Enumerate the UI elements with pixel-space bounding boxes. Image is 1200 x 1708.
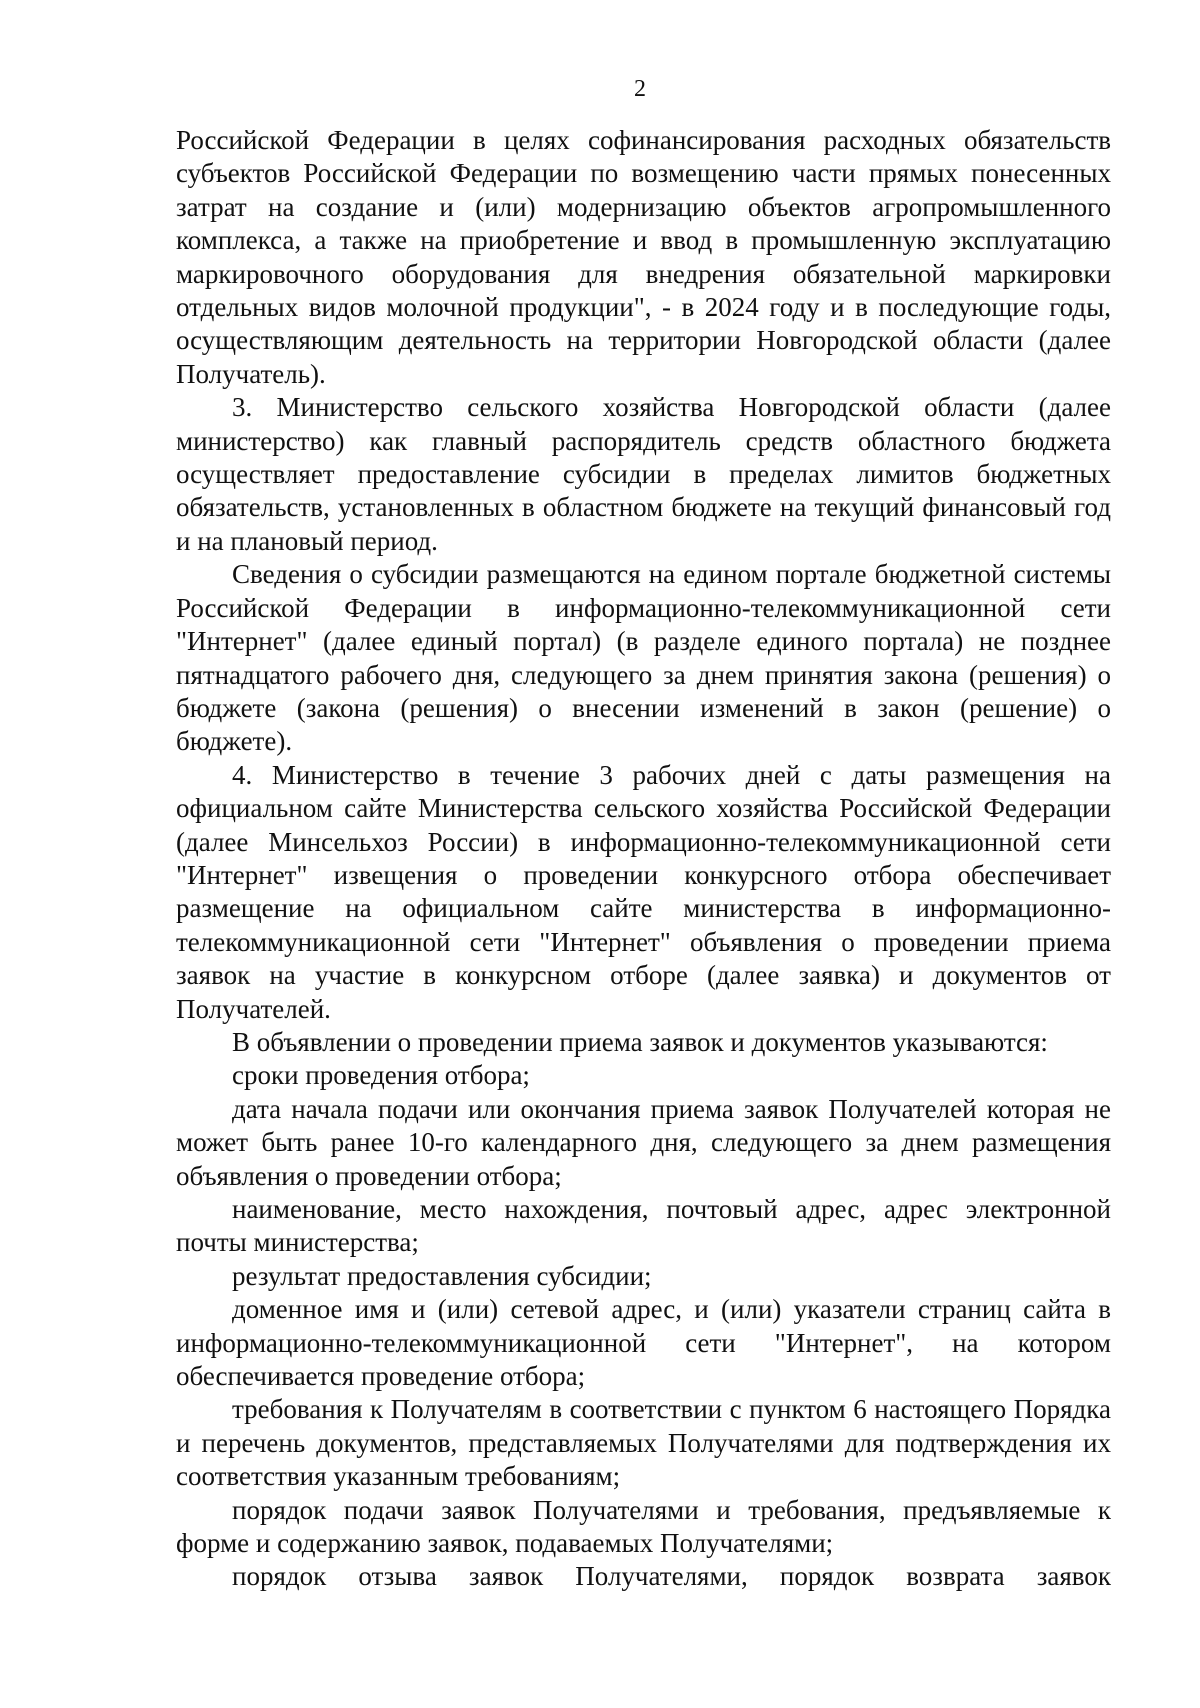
paragraph-announcement-contents: В объявлении о проведении приема заявок и документов указываются: <box>232 1026 1048 1057</box>
list-item-subsidy-result: результат предоставления субсидии; <box>232 1260 652 1291</box>
paragraph-recipients-definition: Российской Федерации в целях софинансирования расходных обязательств субъектов Российской Федерации по возмещению части прямых понесенных затрат на создание и (или) модернизацию объектов агропромышленного комплекса, а также на приобретение и ввод в промышленную эксплуатацию маркировочного оборудования для внедрения обязательной маркировки отдельных видов молочной продукции", - в 2024 году и в последующие годы, осуществляющим деятельность на территории Новгородской области (далее Получатель). <box>176 125 1111 389</box>
list-item-recipient-requirements: требования к Получателям в соответствии с пунктом 6 настоящего Порядка и перечень документов, представляемых Получателями для подтверждения их соответствия указанным требованиям; <box>176 1394 1111 1492</box>
list-item-domain-name: доменное имя и (или) сетевой адрес, и (или) указатели страниц сайта в информационно-телекоммуникационной сети "Интернет", на котором обеспечивается проведение отбора; <box>176 1294 1111 1392</box>
paragraph-item-3-ministry: 3. Министерство сельского хозяйства Новгородской области (далее министерство) как главный распорядитель средств областного бюджета осуществляет предоставление субсидии в пределах лимитов бюджетных обязательств, установленных в областном бюджете на текущий финансовый год и на плановый период. <box>176 392 1111 556</box>
list-item-application-dates: дата начала подачи или окончания приема заявок Получателей которая не может быть ранее 10-го календарного дня, следующего за днем размещения объявления о проведении отбора; <box>176 1093 1111 1191</box>
list-item-selection-dates: сроки проведения отбора; <box>232 1060 530 1091</box>
paragraph-item-4-announcement: 4. Министерство в течение 3 рабочих дней с даты размещения на официальном сайте Министерства сельского хозяйства Российской Федерации (далее Минсельхоз России) в информационно-телекоммуникационной сети "Интернет" извещения о проведении конкурсного отбора обеспечивает размещение на официальном сайте министерства в информационно-телекоммуникационной сети "Интернет" объявления о проведении приема заявок на участие в конкурсном отборе (далее заявка) и документов от Получателей. <box>176 759 1111 1024</box>
document-body <box>176 124 1111 1594</box>
list-item-withdrawal-procedure: порядок отзыва заявок Получателями, порядок возврата заявок <box>232 1561 1111 1592</box>
page-number: 2 <box>634 76 646 102</box>
list-item-application-procedure: порядок подачи заявок Получателями и требования, предъявляемые к форме и содержанию заявок, подаваемых Получателями; <box>176 1494 1111 1559</box>
paragraph-subsidy-info-portal: Сведения о субсидии размещаются на едином портале бюджетной системы Российской Федерации в информационно-телекоммуникационной сети "Интернет" (далее единый портал) (в разделе единого портала) не позднее пятнадцатого рабочего дня, следующего за днем принятия закона (решения) о бюджете (закона (решения) о внесении изменений в закон (решение) о бюджете). <box>176 559 1111 757</box>
list-item-ministry-address: наименование, место нахождения, почтовый адрес, адрес электронной почты министерства; <box>176 1194 1111 1258</box>
